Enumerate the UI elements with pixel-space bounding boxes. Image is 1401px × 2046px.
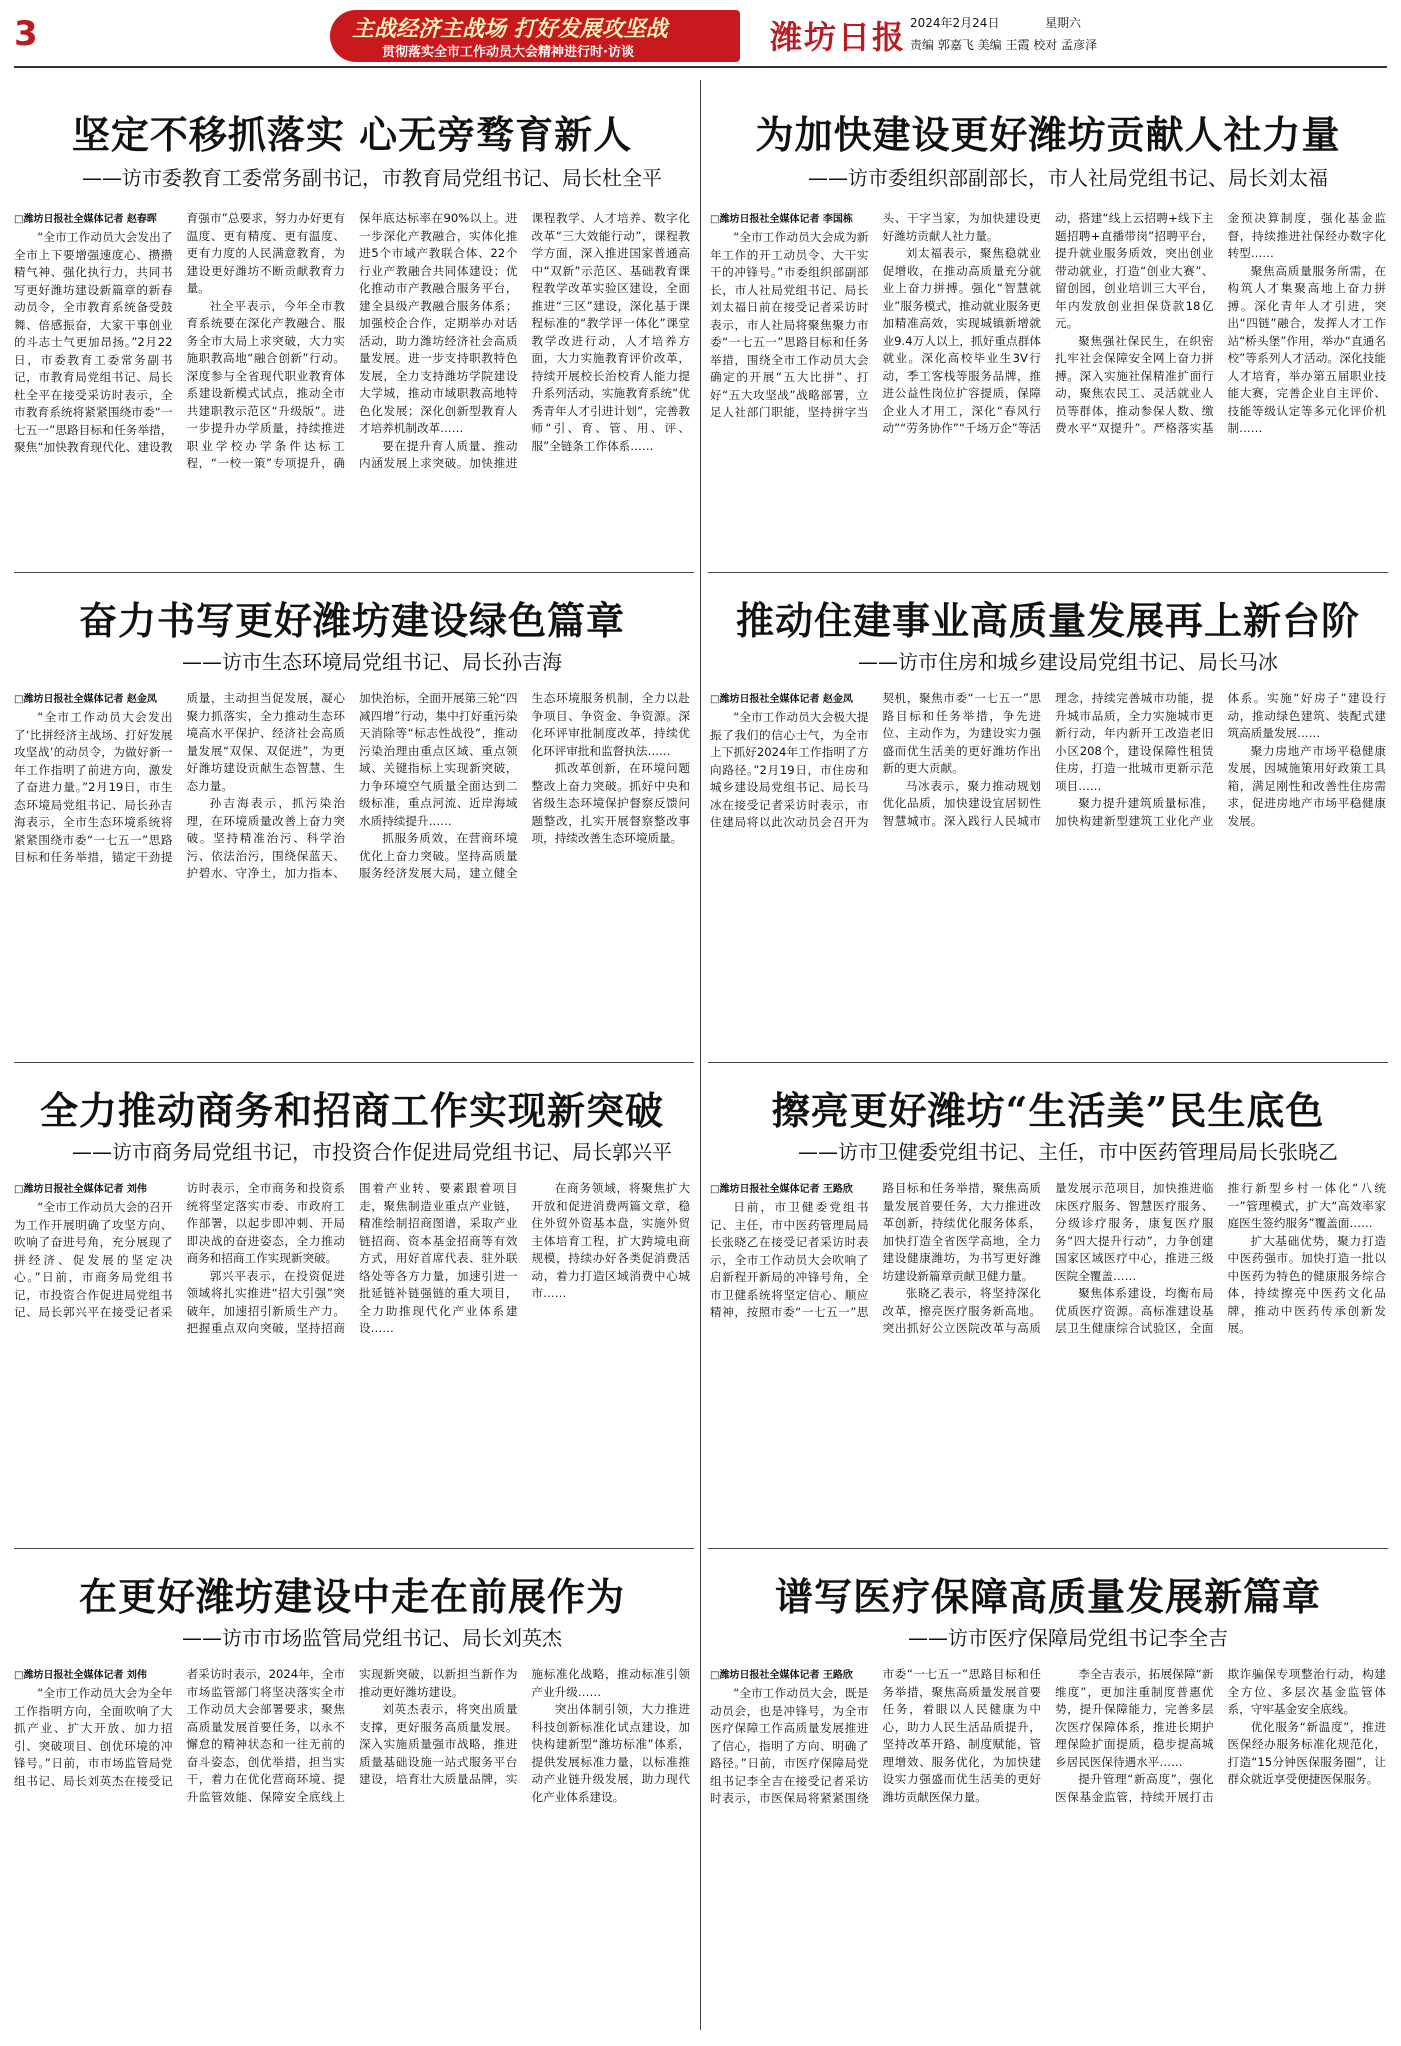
article-paragraph: 聚焦体系建设，均衡布局优质医疗资源。高标准建设基层卫生健康综合试验区，全面推行新型乡村一体化“八统一”管理模式，扩大“高效率家庭医生签约服务”覆盖面……	[1055, 1181, 1386, 1335]
article-paragraph: 聚力房地产市场平稳健康发展，因城施策用好政策工具箱，满足刚性和改善性住房需求，促进房地产市场平稳健康发展。	[1227, 743, 1386, 828]
article-paragraph: “全市工作动员大会的召开为工作开展明确了攻坚方向、吹响了奋进号角，充分展现了拼经济、促发展的坚定决心。”日前，市商务局党组书记，市投资合作促进局党组书记、局长郭兴平在接受记者采访时表示，全市商务和投资系统将坚定落实市委、市政府工作部署，以起步即冲刺、开局即决战的奋进姿态，全力推动商务和招商工作实现新突破。	[14, 1181, 345, 1319]
article-body	[14, 210, 690, 560]
article-subtitle: ——访市商务局党组书记，市投资合作促进局党组书记、局长郭兴平	[72, 1140, 672, 1164]
article-paragraph: “全市工作动员大会成为新年工作的开工动员令、大干实干的冲锋号。”市委组织部副部长，市人社局党组书记、局长刘太福日前在接受记者采访时表示，市人社局将聚焦聚力市委“一七五一”思路目标和任务举措，围绕全市工作动员大会确定的开展“五大比拼”、打好“五大攻坚战”战略部署，立足人社部门职能，坚持拼字当头、干字当家，为加快建设更好潍坊贡献人社力量。	[710, 211, 1041, 419]
article-paragraph: 马冰表示，聚力推动规划优化品质，加快建设宜居韧性智慧城市。深入践行人民城市理念，持续完善城市功能，提升城市品质，全力实施城市更新行动，年内新开工改造老旧小区208个，建设保障性租赁住房，打造一批城市更新示范项目……	[882, 691, 1214, 828]
article-paragraph: 李全吉表示，拓展保障“新维度”，更加注重制度普惠优势，提升保障能力，完善多层次医疗保障体系，推进长期护理保险扩面提质，稳步提高城乡居民医保待遇水平……	[1055, 1667, 1214, 1769]
article-subtitle: ——访市住房和城乡建设局党组书记、局长马冰	[858, 650, 1278, 674]
section-divider	[14, 572, 694, 573]
article	[710, 1556, 1386, 2036]
issue-weekday: 星期六	[1045, 16, 1082, 30]
article-paragraph: 在商务领域，将聚焦扩大开放和促进消费两篇文章，稳住外贸外资基本盘，实施外贸主体培育工程，扩大跨境电商规模，持续办好各类促消费活动，着力打造区域消费中心城市……	[531, 1181, 690, 1300]
section-divider	[14, 1548, 694, 1549]
article-byline: □潍坊日报社全媒体记者 刘伟	[14, 1184, 147, 1195]
editor-credits: 责编 郭嘉飞 美编 王霞 校对 孟彦泽	[910, 38, 1098, 52]
article	[710, 1070, 1386, 1542]
article-paragraph: 孙吉海表示，抓污染治理，在环境质量改善上奋力突破。坚持精准治污、科学治污、依法治污，围绕保蓝天、护碧水、守净土，加力指本、加快治标，全面开展第三轮“四减四增”行动，集中打好重污染天消除等“标志性战役”，推动污染治理由重点区域、重点领域、关键指标上实现新突破，力争环境空气质量全面达到二级标准，重点河流、近岸海域水质持续提升……	[186, 691, 518, 880]
article-paragraph: 聚焦强社保民生，在织密扎牢社会保障安全网上奋力拼搏。深入实施社保精准扩面行动，聚焦农民工、灵活就业人员等群体，推动参保人数、缴费水平“双提升”。严格落实基金预决算制度，强化基金监督，持续推进社保经办数字化转型……	[1055, 211, 1386, 435]
article-subtitle: ——访市委教育工委常务副书记，市教育局党组书记、局长杜全平	[82, 166, 662, 190]
article-subtitle: ——访市生态环境局党组书记、局长孙吉海	[182, 650, 562, 674]
article	[14, 1070, 690, 1542]
article-paragraph: “全市工作动员大会为全年工作指明方向，全面吹响了大抓产业、扩大开放、加力招引、突破项目、创优环境的冲锋号。”日前，市市场监管局党组书记、局长刘英杰在接受记者采访时表示，2024年，全市市场监管部门将坚决落实全市工作动员大会部署要求，聚焦高质量发展首要任务，以永不懈怠的精神状态和一往无前的奋斗姿态，创优举措，担当实干，着力在优化营商环境、提升监管效能、保障安全底线上实现新突破，以新担当新作为推动更好潍坊建设。	[14, 1667, 518, 1804]
issue-date: 2024年2月24日	[910, 16, 1000, 30]
article-byline: □潍坊日报社全媒体记者 赵春晖	[14, 214, 157, 225]
page-number: 3	[14, 14, 38, 54]
newspaper-name: 潍坊日报	[770, 18, 907, 56]
article-body	[14, 690, 690, 1050]
article-paragraph: 日前，市卫健委党组书记、主任，市中医药管理局局长张晓乙在接受记者采访时表示，全市工作动员大会吹响了启新程开新局的冲锋号角，全市卫健系统将坚定信心、顺应精神，按照市委“一七五一”思路目标和任务举措，聚焦高质量发展首要任务，大力推进改革创新，持续优化服务体系，加快打造全省医学高地，全力建设健康潍坊，为书写更好潍坊建设新篇章贡献卫健力量。	[710, 1181, 1041, 1319]
article-body	[14, 1666, 690, 2032]
article-paragraph: 郭兴平表示，在投资促进领域将扎实推进“招大引强”突破年，加速招引新质生产力。把握重点双向突破，坚持招商围着产业转、要素跟着项目走，聚焦制造业重点产业链，精准绘制招商图谱，采取产业链招商、资本基金招商等有效方式，用好首席代表、驻外联络处等各方力量，加速引进一批延链补链强链的重大项目，全力助推现代化产业体系建设……	[186, 1181, 518, 1335]
article-paragraph: 扩大基础优势，聚力打造中医药强市。加快打造一批以中医药为特色的健康服务综合体，持续擦亮中医药文化品牌，推动中医药传承创新发展。	[1227, 1233, 1386, 1335]
article-paragraph: 突出体制引领，大力推进科技创新标准化试点建设，加快构建新型“潍坊标准”体系，提供发展标准力量，以标准推动产业链升级发展，助力现代化产业体系建设。	[531, 1702, 690, 1804]
article-paragraph: 刘太福表示，聚焦稳就业促增收，在推动高质量充分就业上奋力拼搏。强化“智慧就业”服务模式，推动就业服务更加精准高效，实现城镇新增就业9.4万人以上，抓好重点群体就业。深化高校毕业生3V行动，季工客栈等服务品牌，推进公益性岗位扩容提质，保障企业人才用工，深化“春风行动”“劳务协作”“千场万企”等活动，搭建“线上云招聘+线下主题招聘+直播带岗”招聘平台，提升就业服务质效，突出创业带动就业，打造“创业大赛”、留创园，创业培训三大平台，年内发放创业担保贷款18亿元。	[882, 211, 1214, 435]
section-divider	[14, 1062, 694, 1063]
article-headline: 推动住建事业高质量发展再上新台阶	[735, 598, 1360, 643]
article-paragraph: 聚焦高质量服务所需，在构筑人才集聚高地上奋力拼搏。深化青年人才引进，突出“四链”融合，发挥人才工作站“桥头堡”作用，举办“直通名校”等系列人才活动。深化技能人才培育，举办第五届职业技能大赛，完善企业自主评价、技能等级认定等多元化评价机制……	[1227, 263, 1386, 435]
article-body	[710, 690, 1386, 1050]
article-byline: □潍坊日报社全媒体记者 王路欣	[710, 1670, 853, 1681]
article-paragraph: 提升管理“新高度”，强化医保基金监管，持续开展打击欺诈骗保专项整治行动，构建全方位、多层次基金监管体系，守牢基金安全底线。	[1055, 1667, 1386, 1804]
article-byline: □潍坊日报社全媒体记者 王路欣	[710, 1184, 853, 1195]
article-headline: 谱写医疗保障高质量发展新篇章	[774, 1574, 1321, 1619]
article	[14, 580, 690, 1055]
column-banner	[330, 10, 740, 62]
article-headline: 坚定不移抓落实 心无旁骛育新人	[71, 112, 633, 157]
article-paragraph: “全市工作动员大会，既是动员会，也是冲锋号，为全市医疗保障工作高质量发展推进了信心，指明了方向、明确了路径。”日前，市医疗保障局党组书记李全吉在接受记者采访时表示，市医保局将紧紧围绕市委“一七五一”思路目标和任务举措，聚焦高质量发展首要任务，着眼以人民健康为中心，助力人民生活品质提升，坚持改革开路、制度赋能，管理增效、服务优化，为加快建设实力强盛而优生活美的更好潍坊贡献医保力量。	[710, 1667, 1041, 1805]
section-divider	[708, 572, 1388, 573]
article-headline: 为加快建设更好潍坊贡献人社力量	[755, 112, 1341, 157]
article-subtitle: ——访市委组织部副部长，市人社局党组书记、局长刘太福	[808, 166, 1328, 190]
article	[14, 1556, 690, 2036]
article-headline: 奋力书写更好潍坊建设绿色篇章	[78, 598, 625, 643]
article	[14, 90, 690, 565]
article-body	[710, 1666, 1386, 2032]
article-body	[710, 1180, 1386, 1536]
article	[710, 90, 1386, 565]
article-byline: □潍坊日报社全媒体记者 赵金凤	[14, 694, 157, 705]
article	[710, 580, 1386, 1055]
article-paragraph: 张晓乙表示，将坚持深化改革，擦亮医疗服务新高地。突出抓好公立医院改革与高质量发展示范项目，加快推进临床医疗服务、智慧医疗服务、分级诊疗服务，康复医疗服务“四大提升行动”，力争创建国家区域医疗中心，推进三级医院全覆盖……	[882, 1181, 1214, 1335]
article-paragraph: “全市工作动员大会发出了全市上下要增强速度心、攒攒精气神、强化执行力，共同书写更好潍坊建设新篇章的新春动员令，全市教育系统备受鼓舞、倍感振奋，大家干事创业的斗志士气更加昂扬。”2月22日，市委教育工委常务副书记，市教育局党组书记、局长杜全平在接受采访时表示，全市教育系统将紧紧围绕市委“一七五一”思路目标和任务举措，聚焦“加快教育现代化、建设教育强市”总要求，努力办好更有温度、更有精度、更有温度、更有力度的人民满意教育，为建设更好潍坊不断贡献教育力量。	[14, 211, 345, 454]
article-headline: 擦亮更好潍坊“生活美”民生底色	[771, 1088, 1325, 1133]
article-paragraph: 社全平表示，今年全市教育系统要在深化产教融合、服务全市大局上求突破，大力实施职教高地“融合创新”行动。深度参与全省现代职业教育体系建设新模式试点，推动全市共建职教示范区“升级版”。进一步提升办学质量，持续推进职业学校办学条件达标工程，“一校一策”专项提升，确保年底达标率在90%以上。进一步深化产教融合，实体化推进5个市域产教联合体、22个行业产教融合共同体建设；优化推动市产教融合服务平台，建全县级产教融合服务体系；加强校企合作，定期举办对话活动，助力潍坊经济社会高质量发展。进一步支持职教特色发展，全力支持潍坊学院建设大学城，推动市域职教高地特色化发展；深化创新型教育人才培养机制改革……	[186, 211, 518, 470]
article-body	[710, 210, 1386, 560]
article-paragraph: 抓改革创新，在环境问题整改上奋力突破。抓好中央和省级生态环境保护督察反馈问题整改，扎实开展督察整改事项，持续改善生态环境质量。	[531, 761, 690, 845]
article-subtitle: ——访市卫健委党组书记、主任，市中医药管理局局长张晓乙	[798, 1140, 1338, 1164]
article-paragraph: 优化服务“新温度”，推进医保经办服务标准化规范化，打造“15分钟医保服务圈”，让群众就近享受便捷医保服务。	[1227, 1719, 1386, 1786]
article-byline: □潍坊日报社全媒体记者 刘伟	[14, 1670, 147, 1681]
article-subtitle: ——访市医疗保障局党组书记李全吉	[908, 1626, 1228, 1650]
article-headline: 在更好潍坊建设中走在前展作为	[78, 1574, 625, 1619]
column-divider	[700, 80, 701, 2030]
article-paragraph: 要在提升育人质量、推动内涵发展上求突破。加快推进课程教学、人才培养、数字化改革“三大效能行动”，课程教学方面，深入推进国家普通高中“双新”示范区、基础教育课程教学改革实验区建设，全面推进“三区”建设，深化基于课程标准的“教学评一体化”课堂教学改进行动，人才培养方面，大力实施教育评价改革，持续开展校长治校育人能力提升系列活动，实施教育系统“优秀青年人才引进计划”，完善教师“引、育、管、用、评、服”全链条工作体系……	[359, 211, 690, 470]
masthead-rule	[14, 66, 1387, 68]
article-byline: □潍坊日报社全媒体记者 赵金凤	[710, 694, 853, 705]
section-divider	[708, 1548, 1388, 1549]
article-body	[14, 1180, 690, 1536]
article-paragraph: “全市工作动员大会发出了‘比拼经济主战场、打好发展攻坚战’的动员令，为做好新一年工作指明了前进方向，激发了奋进力量。”2月19日，市生态环境局党组书记、局长孙吉海表示，全市生态环境系统将紧紧围绕市委“一七五一”思路目标和任务举措，锚定干劲提质量，主动担当促发展，凝心聚力抓落实，全力推动生态环境高水平保护、经济社会高质量发展“双保、双促进”，为更好潍坊建设贡献生态智慧、生态力量。	[14, 691, 345, 864]
article-byline: □潍坊日报社全媒体记者 李国栋	[710, 214, 853, 225]
article-paragraph: “全市工作动员大会极大提振了我们的信心士气，为全市上下抓好2024年工作指明了方向路径。”2月19日，市住房和城乡建设局党组书记、局长马冰在接受记者采访时表示，市住建局将以此次动员会召开为契机，聚焦市委“一七五一”思路目标和任务举措，争先进位、主动作为，为建设实力强盛而优生活美的更好潍坊作出新的更大贡献。	[710, 691, 1041, 829]
banner-subtitle: 贯彻落实全市工作动员大会精神进行时·访谈	[382, 45, 634, 60]
article-paragraph: 刘英杰表示，将突出质量支撑，更好服务高质量发展。深入实施质量强市战略，推进质量基础设施一站式服务平台建设，培育壮大质量品牌，实施标准化战略，推动标准引领产业升级……	[359, 1667, 690, 1786]
banner-title: 主战经济主战场 打好发展攻坚战	[352, 17, 668, 42]
article-paragraph: 抓服务质效，在营商环境优化上奋力突破。坚持高质量服务经济发展大局，建立健全生态环境服务机制，全力以赴争项目、争资金、争资源。深化环评审批制度改革，持续优化环评审批和监督执法……	[359, 691, 690, 880]
section-divider	[708, 1062, 1388, 1063]
article-paragraph: 聚力提升建筑质量标准，加快构建新型建筑工业化产业体系。实施“好房子”建设行动，推动绿色建筑、装配式建筑高质量发展……	[1055, 691, 1386, 828]
article-headline: 全力推动商务和招商工作实现新突破	[39, 1088, 664, 1133]
article-subtitle: ——访市市场监管局党组书记、局长刘英杰	[182, 1626, 562, 1650]
